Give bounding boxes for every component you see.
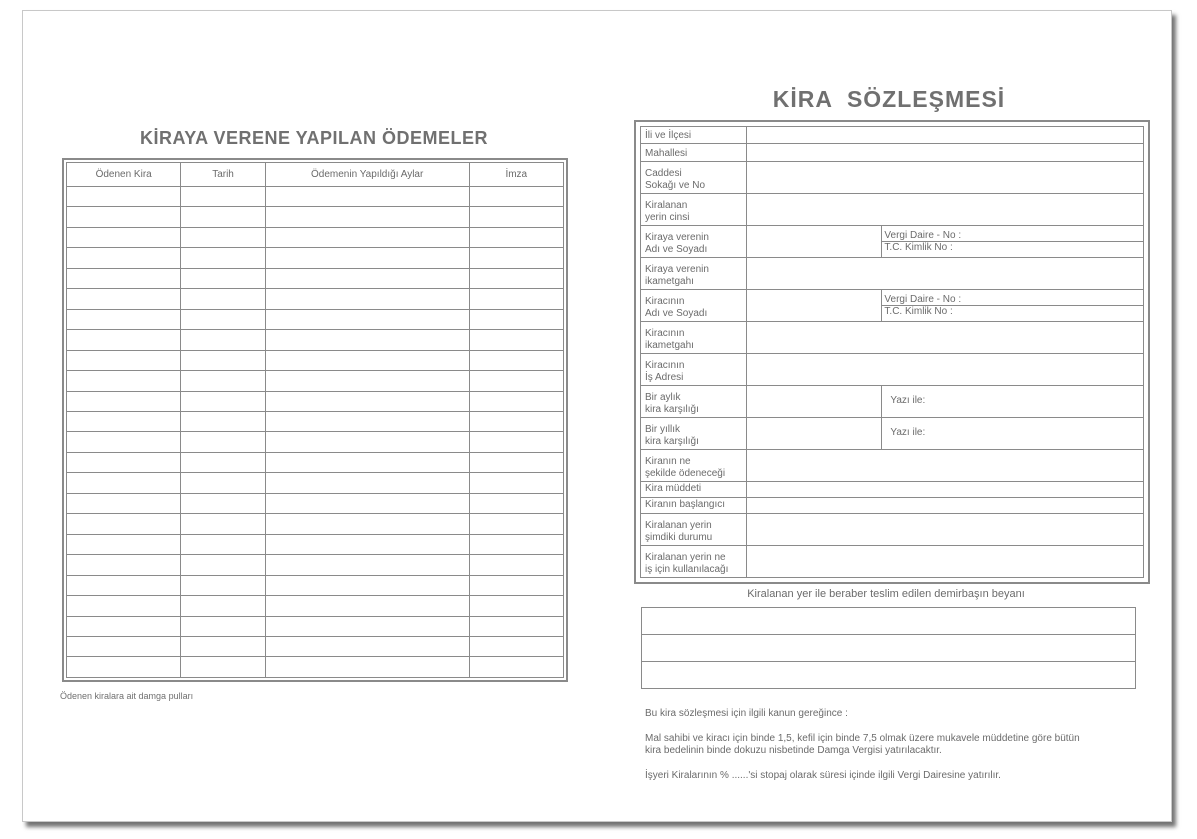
info-row — [641, 353, 1144, 385]
payments-title: KİRAYA VERENE YAPILAN ÖDEMELER — [139, 128, 489, 148]
row-label: Kiracının — [645, 359, 685, 371]
tax-office-field[interactable]: Vergi Daire - No : — [882, 230, 1143, 242]
payment-cell[interactable] — [67, 514, 181, 534]
contract-info-frame — [634, 120, 1150, 584]
payment-cell[interactable] — [181, 289, 265, 309]
payment-cell[interactable] — [181, 596, 265, 616]
table-row — [67, 187, 564, 207]
payment-cell[interactable] — [469, 330, 563, 350]
payment-cell[interactable] — [181, 330, 265, 350]
table-row — [67, 268, 564, 288]
inventory-row — [642, 635, 1136, 662]
row-label: şekilde ödeneceği — [645, 467, 726, 479]
info-row — [641, 127, 1144, 144]
row-label: İli ve İlçesi — [645, 130, 692, 142]
row-label: Adı ve Soyadı — [645, 307, 708, 319]
row-label: Bir aylık — [645, 391, 681, 403]
payment-cell[interactable] — [181, 534, 265, 554]
payment-cell[interactable] — [265, 289, 469, 309]
payment-cell[interactable] — [265, 248, 469, 268]
inventory-field[interactable] — [642, 635, 1136, 662]
info-row — [641, 481, 1144, 497]
payment-cell[interactable] — [469, 248, 563, 268]
payment-cell[interactable] — [469, 493, 563, 513]
info-row — [641, 289, 1144, 321]
payment-cell[interactable] — [469, 350, 563, 370]
payment-cell[interactable] — [469, 227, 563, 247]
row-label: Mahallesi — [645, 147, 688, 159]
table-row — [67, 350, 564, 370]
info-field[interactable] — [746, 449, 1143, 481]
payment-cell[interactable] — [265, 473, 469, 493]
info-field[interactable] — [746, 225, 882, 257]
info-field[interactable] — [746, 161, 1143, 193]
table-row — [67, 657, 564, 678]
contract-title: KİRA SÖZLEŞMESİ — [772, 86, 1006, 112]
payment-cell[interactable] — [67, 636, 181, 656]
info-field[interactable] — [746, 497, 1143, 513]
table-row — [67, 207, 564, 227]
payment-cell[interactable] — [265, 636, 469, 656]
info-field[interactable] — [746, 257, 1143, 289]
inventory-declaration-title: Kiralanan yer ile beraber teslim edilen demirbaşın beyanı — [747, 588, 1025, 600]
inventory-declaration-table — [641, 607, 1136, 689]
payment-cell[interactable] — [265, 187, 469, 207]
table-row — [67, 227, 564, 247]
table-row — [67, 575, 564, 595]
payment-cell[interactable] — [469, 636, 563, 656]
payment-cell[interactable] — [265, 452, 469, 472]
payment-cell[interactable] — [265, 432, 469, 452]
info-field[interactable] — [746, 193, 1143, 225]
row-label: Kiralanan yerin ne — [645, 552, 726, 563]
payment-cell[interactable] — [67, 473, 181, 493]
inventory-field[interactable] — [642, 608, 1136, 635]
payment-cell[interactable] — [469, 596, 563, 616]
row-label: Kiracının — [645, 295, 685, 307]
payment-cell[interactable] — [67, 534, 181, 554]
info-row — [641, 513, 1144, 545]
payment-cell[interactable] — [469, 432, 563, 452]
info-field[interactable] — [746, 417, 882, 449]
info-field[interactable] — [746, 289, 882, 321]
info-field[interactable] — [746, 144, 1143, 161]
payment-cell[interactable] — [181, 493, 265, 513]
footer-legal-intro: Bu kira sözleşmesi için ilgili kanun gereğince : — [645, 708, 848, 719]
row-label: kira karşılığı — [645, 403, 699, 415]
info-row — [641, 545, 1144, 577]
payment-cell[interactable] — [265, 207, 469, 227]
payment-cell[interactable] — [469, 289, 563, 309]
id-number-field[interactable]: T.C. Kimlik No : — [884, 241, 953, 253]
payment-cell[interactable] — [469, 534, 563, 554]
footer-stamp-duty-line1: Mal sahibi ve kiracı için binde 1,5, kefil için binde 7,5 olmak üzere mukavele müddetine göre bütün — [645, 733, 1080, 744]
table-row — [67, 391, 564, 411]
payment-cell[interactable] — [469, 452, 563, 472]
info-row — [641, 161, 1144, 193]
payment-cell[interactable] — [265, 309, 469, 329]
payment-cell[interactable] — [67, 289, 181, 309]
row-label: ikametgahı — [645, 275, 694, 287]
info-row — [641, 449, 1144, 481]
payment-cell[interactable] — [181, 575, 265, 595]
payment-cell[interactable] — [265, 350, 469, 370]
payment-cell[interactable] — [181, 452, 265, 472]
payment-cell[interactable] — [181, 207, 265, 227]
table-row — [67, 371, 564, 391]
contract-info-table — [640, 126, 1144, 578]
payment-cell[interactable] — [67, 391, 181, 411]
row-label: Sokağı ve No — [645, 179, 706, 191]
payment-cell[interactable] — [181, 514, 265, 534]
payment-cell[interactable] — [67, 309, 181, 329]
table-row — [67, 514, 564, 534]
payment-cell[interactable] — [67, 616, 181, 636]
stamp-note: Ödenen kiralara ait damga pulları — [60, 691, 194, 701]
payment-cell[interactable] — [265, 330, 469, 350]
row-label: kira karşılığı — [645, 435, 699, 447]
row-label: iş için kullanılacağı — [645, 564, 729, 575]
table-row — [67, 616, 564, 636]
payment-cell[interactable] — [67, 493, 181, 513]
payment-cell[interactable] — [67, 207, 181, 227]
payment-cell[interactable] — [265, 391, 469, 411]
payment-cell[interactable] — [469, 187, 563, 207]
column-header: Tarih — [181, 163, 265, 187]
info-row — [641, 257, 1144, 289]
info-row — [641, 321, 1144, 353]
row-label: Adı ve Soyadı — [645, 243, 708, 255]
payment-cell[interactable] — [181, 371, 265, 391]
payment-cell[interactable] — [469, 575, 563, 595]
payment-cell[interactable] — [181, 411, 265, 431]
payment-cell[interactable] — [67, 187, 181, 207]
payment-cell[interactable] — [265, 514, 469, 534]
payment-cell[interactable] — [469, 371, 563, 391]
info-row — [641, 385, 1144, 417]
payment-cell[interactable] — [469, 391, 563, 411]
table-row — [67, 636, 564, 656]
row-label: Kiranın ne — [645, 455, 691, 467]
payment-cell[interactable] — [181, 227, 265, 247]
row-label: Kira müddeti — [645, 483, 702, 495]
tax-office-field[interactable]: Vergi Daire - No : — [882, 294, 1143, 306]
column-header: Ödenen Kira — [67, 163, 181, 187]
payment-cell[interactable] — [469, 555, 563, 575]
column-header: Ödemenin Yapıldığı Aylar — [265, 163, 469, 187]
payment-cell[interactable] — [181, 350, 265, 370]
payment-cell[interactable] — [469, 268, 563, 288]
footer-stamp-duty-line2: kira bedelinin binde dokuzu nisbetinde Damga Vergisi yatırılacaktır. — [645, 745, 942, 756]
payment-cell[interactable] — [181, 473, 265, 493]
payment-cell[interactable] — [265, 493, 469, 513]
payment-cell[interactable] — [265, 555, 469, 575]
info-row — [641, 497, 1144, 513]
row-label: Kiraya verenin — [645, 263, 709, 275]
info-field[interactable] — [746, 321, 1143, 353]
info-row — [641, 193, 1144, 225]
payment-cell[interactable] — [265, 371, 469, 391]
payment-cell[interactable] — [67, 350, 181, 370]
written-amount-field[interactable]: Yazı ile: — [882, 417, 1144, 449]
payment-cell[interactable] — [67, 227, 181, 247]
payment-cell[interactable] — [67, 657, 181, 678]
inventory-field[interactable] — [642, 662, 1136, 689]
info-row — [641, 144, 1144, 161]
payment-cell[interactable] — [67, 248, 181, 268]
payment-cell[interactable] — [469, 411, 563, 431]
row-label: ikametgahı — [645, 339, 694, 351]
table-row — [67, 452, 564, 472]
row-label: Kiralanan — [645, 199, 688, 211]
table-row — [67, 289, 564, 309]
info-field[interactable] — [746, 513, 1143, 545]
row-label: Bir yıllık — [645, 423, 680, 435]
info-field[interactable] — [746, 353, 1143, 385]
row-label: Caddesi — [645, 167, 682, 179]
payments-header-row — [67, 163, 564, 187]
info-field[interactable] — [746, 545, 1143, 577]
payment-cell[interactable] — [67, 330, 181, 350]
payment-cell[interactable] — [67, 596, 181, 616]
row-label: yerin cinsi — [645, 211, 690, 223]
table-row — [67, 534, 564, 554]
table-row — [67, 330, 564, 350]
payment-cell[interactable] — [265, 616, 469, 636]
payment-cell[interactable] — [181, 248, 265, 268]
footer-withholding-note: İşyeri Kiralarının % ......'si stopaj olarak süresi içinde ilgili Vergi Dairesine yatırılır. — [645, 770, 1001, 781]
payment-cell[interactable] — [67, 555, 181, 575]
column-header: İmza — [469, 163, 563, 187]
info-field[interactable] — [746, 481, 1143, 497]
row-label: şimdiki durumu — [645, 531, 713, 543]
payment-cell[interactable] — [265, 657, 469, 678]
payment-cell[interactable] — [181, 555, 265, 575]
inventory-row — [642, 662, 1136, 689]
payment-cell[interactable] — [181, 657, 265, 678]
payment-cell[interactable] — [469, 473, 563, 493]
payment-cell[interactable] — [469, 616, 563, 636]
payment-cell[interactable] — [67, 432, 181, 452]
payment-cell[interactable] — [181, 616, 265, 636]
table-row — [67, 432, 564, 452]
payment-cell[interactable] — [67, 575, 181, 595]
payment-cell[interactable] — [265, 227, 469, 247]
payment-cell[interactable] — [265, 268, 469, 288]
payment-cell[interactable] — [67, 452, 181, 472]
table-row — [67, 473, 564, 493]
payment-cell[interactable] — [181, 268, 265, 288]
payment-cell[interactable] — [469, 309, 563, 329]
payment-cell[interactable] — [469, 514, 563, 534]
table-row — [67, 596, 564, 616]
payment-cell[interactable] — [67, 411, 181, 431]
table-row — [67, 248, 564, 268]
info-row — [641, 225, 1144, 257]
payment-cell[interactable] — [265, 575, 469, 595]
payment-cell[interactable] — [181, 432, 265, 452]
payment-cell[interactable] — [67, 371, 181, 391]
id-number-field[interactable]: T.C. Kimlik No : — [884, 305, 953, 317]
info-field[interactable] — [746, 385, 882, 417]
written-amount-field[interactable]: Yazı ile: — [882, 385, 1144, 417]
info-field[interactable] — [746, 127, 1143, 144]
payments-table — [66, 162, 564, 678]
payment-cell[interactable] — [181, 309, 265, 329]
payment-cell[interactable] — [265, 534, 469, 554]
row-label: Kiracının — [645, 327, 685, 339]
payment-cell[interactable] — [181, 391, 265, 411]
payment-cell[interactable] — [181, 187, 265, 207]
table-row — [67, 493, 564, 513]
row-label: Kiralanan yerin — [645, 519, 712, 531]
payments-body — [67, 187, 564, 678]
table-row — [67, 555, 564, 575]
payments-table-frame — [62, 158, 568, 682]
payment-cell[interactable] — [265, 596, 469, 616]
info-row — [641, 417, 1144, 449]
payment-cell[interactable] — [67, 268, 181, 288]
payment-cell[interactable] — [469, 207, 563, 227]
payment-cell[interactable] — [469, 657, 563, 678]
inventory-row — [642, 608, 1136, 635]
table-row — [67, 309, 564, 329]
payment-cell[interactable] — [265, 411, 469, 431]
table-row — [67, 411, 564, 431]
row-label: İş Adresi — [645, 371, 684, 383]
row-label: Kiranın başlangıcı — [645, 499, 726, 511]
row-label: Kiraya verenin — [645, 231, 709, 243]
payment-cell[interactable] — [181, 636, 265, 656]
